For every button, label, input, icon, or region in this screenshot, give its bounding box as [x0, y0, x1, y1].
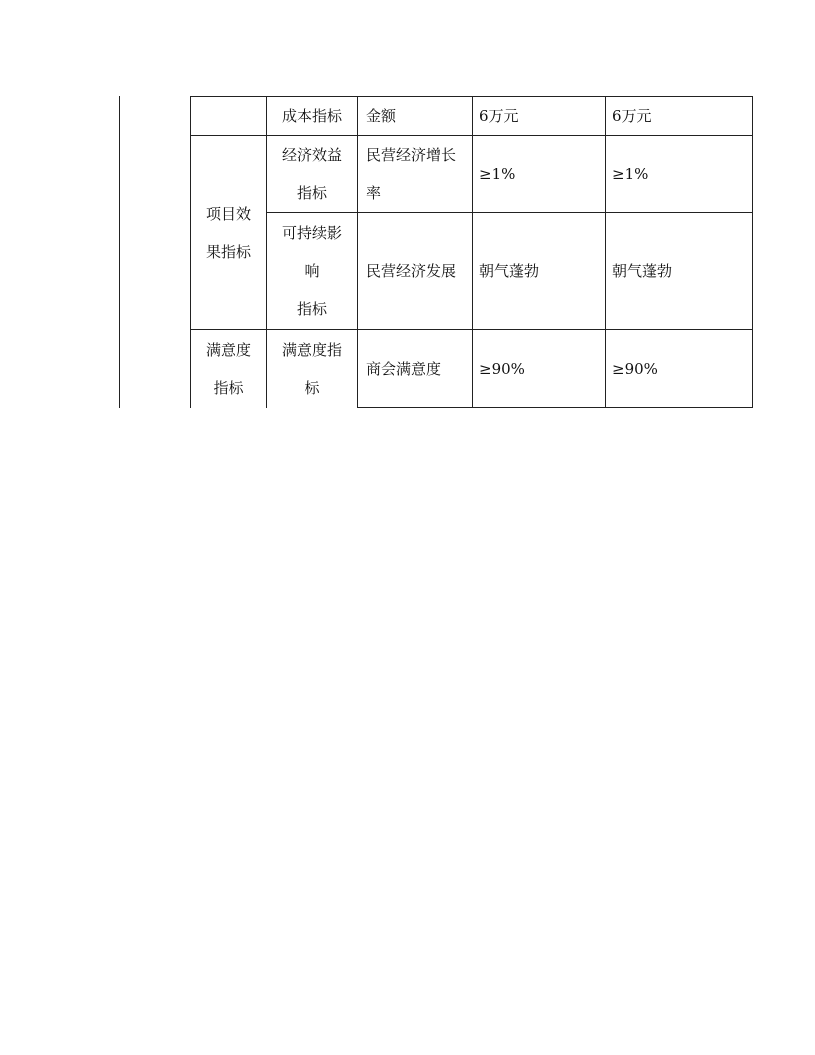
cost-target-text: 6万元 [479, 107, 519, 125]
table-row-divider-bottom [357, 407, 753, 408]
table-border-right [752, 96, 753, 408]
economic-actual-text: ≥1% [612, 165, 649, 183]
satisfaction-actual [612, 330, 752, 407]
cost-target [479, 97, 604, 135]
satisfaction-target [479, 330, 604, 407]
table-col-divider-3 [357, 96, 358, 408]
table-col-divider-5 [605, 96, 606, 408]
economic-sub-line2: 指标 [296, 184, 327, 202]
satisfaction-sub-line1: 满意度指 [281, 341, 342, 359]
economic-target [479, 136, 604, 212]
cost-actual-text: 6万元 [612, 107, 652, 125]
sustain-sub-line3: 指标 [296, 300, 327, 318]
sustain-target-text: 朝气蓬勃 [479, 262, 540, 280]
sustain-sub-line2: 响 [304, 262, 320, 280]
economic-target-text: ≥1% [479, 165, 516, 183]
cost-sub-indicator-text: 成本指标 [281, 107, 342, 125]
economic-indicator-line1: 民营经济增长 [366, 146, 457, 164]
satisfaction-group-label [191, 330, 266, 408]
sustain-indicator [366, 213, 471, 329]
satisfaction-sub-indicator [267, 330, 357, 408]
cost-sub-indicator [267, 97, 357, 135]
table-border-left [119, 96, 120, 408]
sustain-indicator-text: 民营经济发展 [366, 262, 457, 280]
effect-group-label [191, 136, 266, 329]
cost-actual [612, 97, 752, 135]
performance-indicator-table [119, 96, 753, 408]
effect-group-label-line2: 果指标 [205, 242, 251, 261]
economic-actual [612, 136, 752, 212]
sustain-target [479, 213, 604, 329]
effect-group-label-line1: 项目效 [205, 204, 251, 223]
sustain-sub-indicator [267, 213, 357, 329]
satisfaction-group-line1: 满意度 [205, 341, 251, 359]
cost-indicator-text: 金额 [366, 107, 397, 125]
sustain-sub-line1: 可持续影 [281, 224, 342, 242]
table-col-divider-4 [472, 96, 473, 408]
economic-indicator-line2: 率 [366, 184, 382, 202]
economic-sub-line1: 经济效益 [281, 146, 342, 164]
economic-sub-indicator [267, 136, 357, 212]
satisfaction-target-text: ≥90% [479, 359, 525, 378]
satisfaction-group-line2: 指标 [213, 379, 244, 397]
sustain-actual [612, 213, 752, 329]
cost-indicator [366, 97, 471, 135]
economic-indicator [366, 136, 471, 212]
satisfaction-indicator [366, 330, 471, 407]
sustain-actual-text: 朝气蓬勃 [612, 262, 673, 280]
satisfaction-indicator-text: 商会满意度 [366, 359, 442, 378]
satisfaction-actual-text: ≥90% [612, 359, 658, 378]
satisfaction-sub-line2: 标 [304, 379, 320, 397]
